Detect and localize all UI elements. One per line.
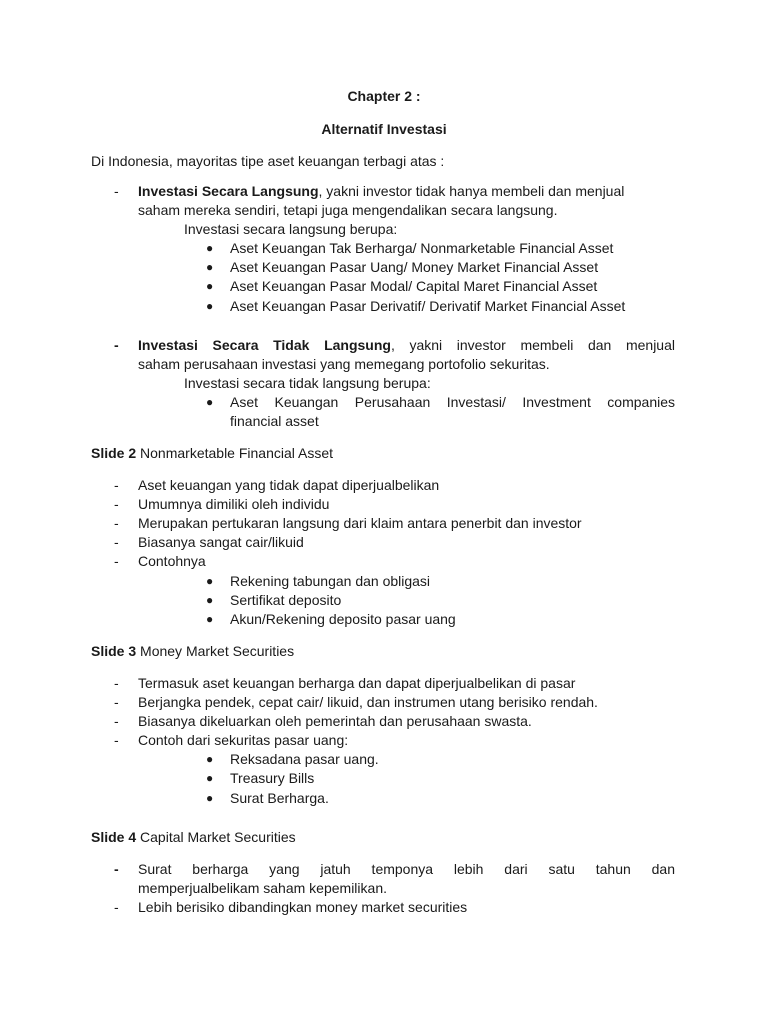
- list-item: Aset Keuangan Perusahaan Investasi/ Investment companies: [230, 394, 675, 410]
- list-dash: -: [114, 713, 119, 729]
- bullet-marker: ●: [206, 279, 214, 293]
- direct-investment-subheading: Investasi secara langsung berupa:: [184, 221, 398, 237]
- bullet-marker: ●: [206, 260, 214, 274]
- indirect-investment-desc: , yakni investor membeli dan menjual: [390, 337, 675, 353]
- bullet-marker: ●: [206, 791, 214, 805]
- list-item: Sertifikat deposito: [230, 592, 342, 608]
- list-item: Reksadana pasar uang.: [230, 751, 379, 767]
- bullet-marker: ●: [206, 752, 214, 766]
- list-item: Lebih berisiko dibandingkan money market securities: [138, 899, 468, 915]
- direct-investment-line1: [138, 183, 624, 199]
- list-item-continuation: memperjualbelikam saham kepemilikan.: [138, 880, 387, 896]
- direct-investment-desc: , yakni investor tidak hanya membeli dan menjual: [318, 183, 625, 199]
- slide-4-heading: [91, 829, 296, 845]
- page-title: Alternatif Investasi: [321, 121, 447, 137]
- list-dash: -: [114, 861, 119, 877]
- slide-4-title: Capital Market Securities: [136, 829, 296, 845]
- list-item: Treasury Bills: [230, 770, 315, 786]
- direct-investment-line2: saham mereka sendiri, tetapi juga mengendalikan secara langsung.: [138, 202, 558, 218]
- list-item: Merupakan pertukaran langsung dari klaim antara penerbit dan investor: [138, 515, 582, 531]
- intro-text: Di Indonesia, mayoritas tipe aset keuangan terbagi atas :: [91, 153, 445, 169]
- list-dash: -: [114, 183, 119, 199]
- slide-4-label: Slide 4: [91, 829, 137, 845]
- list-item: Biasanya sangat cair/likuid: [138, 534, 304, 550]
- bullet-marker: ●: [206, 574, 214, 588]
- bullet-marker: ●: [206, 612, 214, 626]
- list-dash: -: [114, 732, 119, 748]
- slide-2-title: Nonmarketable Financial Asset: [136, 445, 334, 461]
- list-item: Contohnya: [138, 553, 206, 569]
- list-item-continuation: financial asset: [230, 413, 319, 429]
- indirect-investment-term: Investasi Secara Tidak Langsung: [138, 337, 391, 353]
- list-item: Rekening tabungan dan obligasi: [230, 573, 431, 589]
- list-item: Termasuk aset keuangan berharga dan dapat diperjualbelikan di pasar: [138, 675, 576, 691]
- list-item: Aset Keuangan Pasar Derivatif/ Derivatif Market Financial Asset: [230, 298, 626, 314]
- list-dash: -: [114, 496, 119, 512]
- list-dash: -: [114, 694, 119, 710]
- slide-3-title: Money Market Securities: [136, 643, 295, 659]
- list-item: Aset Keuangan Pasar Modal/ Capital Maret Financial Asset: [230, 278, 598, 294]
- slide-3-label: Slide 3: [91, 643, 137, 659]
- list-item: Aset keuangan yang tidak dapat diperjualbelikan: [138, 477, 440, 493]
- bullet-marker: ●: [206, 299, 214, 313]
- list-item: Aset Keuangan Pasar Uang/ Money Market Financial Asset: [230, 259, 599, 275]
- list-item: Aset Keuangan Tak Berharga/ Nonmarketable Financial Asset: [230, 240, 614, 256]
- list-dash: -: [114, 534, 119, 550]
- slide-2-label: Slide 2: [91, 445, 137, 461]
- list-item: Surat berharga yang jatuh temponya lebih dari satu tahun dan: [138, 861, 675, 877]
- list-item: Biasanya dikeluarkan oleh pemerintah dan perusahaan swasta.: [138, 713, 532, 729]
- slide-3-heading: [91, 643, 294, 659]
- indirect-investment-subheading: Investasi secara tidak langsung berupa:: [184, 375, 431, 391]
- chapter-heading: Chapter 2 :: [347, 88, 421, 104]
- bullet-marker: ●: [206, 241, 214, 255]
- list-dash: -: [114, 553, 119, 569]
- direct-investment-term: Investasi Secara Langsung: [138, 183, 319, 199]
- indirect-investment-line2: saham perusahaan investasi yang memegang portofolio sekuritas.: [138, 356, 550, 372]
- bullet-marker: ●: [206, 593, 214, 607]
- list-dash: -: [114, 675, 119, 691]
- list-dash: -: [114, 899, 119, 915]
- list-dash: -: [114, 337, 119, 353]
- list-dash: -: [114, 515, 119, 531]
- list-item: Berjangka pendek, cepat cair/ likuid, dan instrumen utang berisiko rendah.: [138, 694, 598, 710]
- list-item: Umumnya dimiliki oleh individu: [138, 496, 330, 512]
- list-item: Akun/Rekening deposito pasar uang: [230, 611, 456, 627]
- list-item: Contoh dari sekuritas pasar uang:: [138, 732, 349, 748]
- list-dash: -: [114, 477, 119, 493]
- bullet-marker: ●: [206, 395, 214, 409]
- list-item: Surat Berharga.: [230, 790, 329, 806]
- slide-2-heading: [91, 445, 333, 461]
- indirect-investment-line1: [138, 337, 675, 353]
- bullet-marker: ●: [206, 771, 214, 785]
